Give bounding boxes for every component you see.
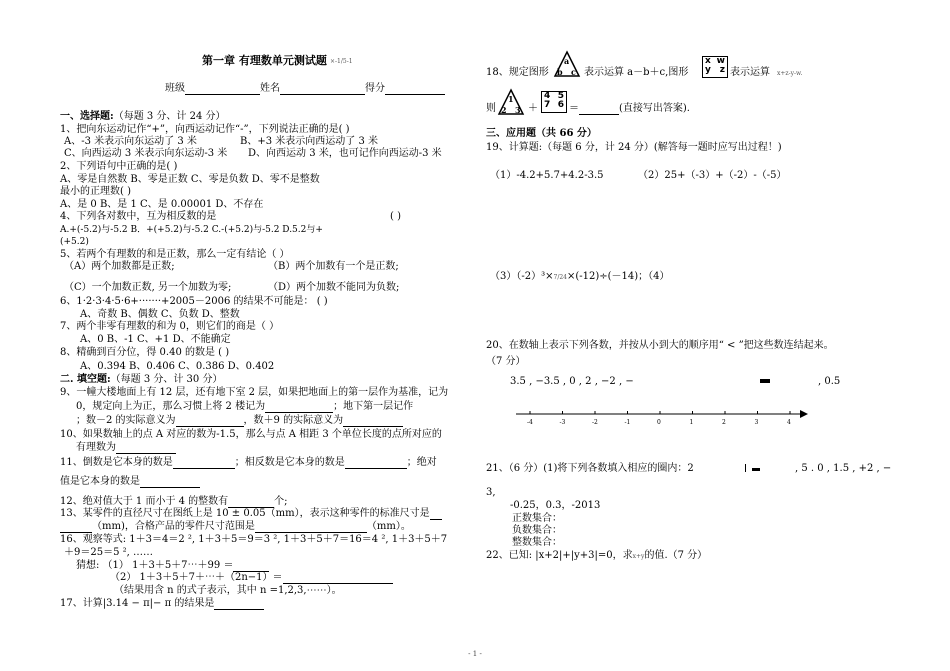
q19-fraction: 7/24 xyxy=(553,274,567,281)
question-18: 18、规定图形 xyxy=(486,67,549,78)
question-21: 21、（6 分）(1)将下列各数填入相应的圈内：2 xyxy=(486,463,694,474)
question-8: 8、精确到百分位，得 0.40 的数是 ( ) xyxy=(60,347,230,358)
q5-option-d[interactable]: （D）两个加数不能同为负数; xyxy=(268,282,400,293)
question-12: 12、绝对值大于 1 而小于 4 的整数有 个; xyxy=(60,496,288,507)
q16-blank-1[interactable] xyxy=(233,561,269,572)
q9-line3: ；数－2 的实际意义为 ，数＋9 的实际意义为 xyxy=(76,415,403,427)
q1-option-b[interactable]: B、+3 米表示向西运动了 3 米 xyxy=(240,136,378,147)
q13-line2: （mm)，合格产品的零件尺寸范围是 （mm）。 xyxy=(60,521,411,533)
svg-text:1: 1 xyxy=(508,94,514,104)
axis-tick-label: 2 xyxy=(722,419,726,426)
axis-tick-label: -2 xyxy=(592,419,598,426)
q18-plus: ＋ xyxy=(528,103,538,114)
number-line xyxy=(512,404,812,428)
class-blank[interactable] xyxy=(185,84,260,95)
q11-blank-1[interactable] xyxy=(173,458,235,469)
question-3: 最小的正理数( ) xyxy=(60,186,131,197)
question-2: 2、下列语句中正确的是( ) xyxy=(60,161,178,172)
q20-numbers: 3.5 , −3.5 , 0 , 2 , −2 , − xyxy=(510,376,634,387)
q9-blank-1[interactable] xyxy=(265,402,333,413)
class-label: 班级 xyxy=(165,83,185,94)
question-17: 17、计算|3.14 − π|− π 的结果是 xyxy=(60,598,264,610)
section2-heading: 二. 填空题:（每题 3 分、计 30 分） xyxy=(60,374,223,385)
title-formula-note: ×-1/5-1 xyxy=(330,58,353,65)
q1-option-c[interactable]: C、向西运动 3 米表示向东运动-3 米 xyxy=(64,148,228,159)
q9-blank-2[interactable] xyxy=(176,416,244,427)
q20-fraction-mark xyxy=(760,379,770,383)
q16-guess-2: （2） 1＋3＋5＋7＋⋯＋（2n−1）＝ xyxy=(110,572,393,584)
q10-line2: 有理数为 xyxy=(76,442,176,454)
q13-blank-3[interactable] xyxy=(255,522,367,533)
question-5: 5、若两个有理数的和是正数，那么一定有结论（ ） xyxy=(60,249,290,260)
question-1: 1、把向东运动记作“+”，向西运动记作“-”，下列说法正确的是( ) xyxy=(60,124,350,135)
q5-option-c[interactable]: （C）一个加数正数, 另一个加数为零; xyxy=(64,282,232,293)
question-10: 10、如果数轴上的点 A 对应的数为-1.5，那么与点 A 相距 3 个单位长度的点所对应的 xyxy=(60,429,442,440)
q19-part-2: （2）25+（-3）+（-2）-（-5） xyxy=(638,170,787,181)
q5-option-a[interactable]: （A）两个加数都是正数; xyxy=(64,261,175,272)
question-20: 20、在数轴上表示下列各数，并按从小到大的顺序用“ < ”把这些数连结起来。 xyxy=(486,340,834,351)
q9-line2: 0，规定向上为正，那么习惯上将 2 楼记为 ；地下第一层记作 xyxy=(76,401,414,412)
integer-set[interactable]: 整数集合： xyxy=(512,537,562,548)
question-6: 6、1·2·3·4·5·6+·······+2005－2006 的结果不可能是： ( ) xyxy=(60,296,328,307)
q16-blank-2[interactable] xyxy=(283,573,393,584)
q17-blank[interactable] xyxy=(214,599,264,610)
svg-text:2: 2 xyxy=(501,105,507,115)
q19-part-1: （1）-4.2+5.7+4.2-3.5 xyxy=(490,170,604,181)
name-label: 姓名 xyxy=(260,83,280,94)
question-7: 7、两个非零有理数的和为 0，则它们的商是（ ） xyxy=(60,321,280,332)
q18-operation-small: x+z-y-w. xyxy=(777,70,803,77)
score-label: 得分 xyxy=(365,83,385,94)
axis-tick-label: -1 xyxy=(624,419,631,426)
q11-blank-3[interactable] xyxy=(140,477,200,488)
question-16: 16、观察等式: 1＋3＝4＝2 ², 1＋3＋5＝9＝3 ², 1＋3＋5＋7＝16＝4 ², 1＋3＋5＋7 xyxy=(60,534,448,545)
question-11: 11、倒数是它本身的数是 ；相反数是它本身的数是 ；绝对 xyxy=(60,457,437,468)
q2-options[interactable]: A、零是自然数 B、零是正数 C、零是负数 D、零不是整数 xyxy=(60,174,320,185)
axis-tick-label: 3 xyxy=(754,419,759,426)
q9-blank-3[interactable] xyxy=(343,416,403,427)
axis-tick-label: 1 xyxy=(689,419,694,426)
page-number: - 1 - xyxy=(468,650,482,658)
q16-line2: ＋9＝25＝5 ², …… xyxy=(64,547,153,558)
question-13: 13、某零件的直径尺寸在图纸上是 10 ± 0.05（mm），表示这种零件的标准尺寸是 xyxy=(60,508,442,520)
q8-options[interactable]: A、0.394 B、0.406 C、0.386 D、0.402 xyxy=(80,361,275,372)
axis-tick-label: -4 xyxy=(527,419,533,426)
name-blank[interactable] xyxy=(280,84,365,95)
q10-blank[interactable] xyxy=(116,443,176,454)
score-blank[interactable] xyxy=(385,84,445,95)
q5-option-b[interactable]: （B）两个加数有一个是正数; xyxy=(268,261,399,272)
q16-guess-1: 猜想: （1） 1＋3＋5＋7⋯＋99 ＝ xyxy=(76,560,269,572)
q18-text-2: 表示运算 a－b＋c,图形 xyxy=(584,67,689,78)
axis-tick-label: -3 xyxy=(559,419,566,426)
q18-text-3: 表示运算 xyxy=(730,67,770,78)
number-line-arrow-icon xyxy=(800,410,808,418)
q12-blank[interactable] xyxy=(228,497,274,508)
q16-note: （结果用含 n 的式子表示，其中 n =1,2,3,⋯⋯）。 xyxy=(114,585,342,596)
triangle-figure-123 xyxy=(497,88,525,116)
q4-options[interactable]: A.+(-5.2)与-5.2 B．+(+5.2)与-5.2 C.-(+5.2)与-5.2 D.5.2与+ xyxy=(60,225,323,235)
question-19: 19、计算题:（每题 6 分，计 24 分）(解答每一题时应写出过程！) xyxy=(486,142,782,153)
q1-option-d[interactable]: D、向西运动 3 米，也可记作向西运动-3 米 xyxy=(248,148,442,159)
tri1-br: c xyxy=(571,67,576,77)
q21-line2: 3, xyxy=(486,487,496,498)
q18-answer: ＝ (直接写出答案). xyxy=(569,103,690,114)
axis-tick-label: 4 xyxy=(787,419,791,426)
question-9: 9、一幢大楼地面上有 12 层，还有地下室 2 层，如果把地面上的第一层作为基准，记为 xyxy=(60,387,449,398)
axis-tick-label: 0 xyxy=(657,419,661,426)
q21-line3: -0.25，0.3，-2013 xyxy=(510,500,601,511)
q3-options[interactable]: A、是 0 B、是 1 C、是 0.00001 D、不存在 xyxy=(60,199,264,210)
q20-points: （7 分） xyxy=(486,356,526,367)
negative-set[interactable]: 负数集合： xyxy=(512,525,562,536)
class-field xyxy=(165,83,445,95)
q19-part-3: （3）（-2）³×7/24×(-12)÷(－14)；（4） xyxy=(490,271,670,282)
q18-blank[interactable] xyxy=(579,104,619,115)
section3-heading: 三、应用题（共 66 分） xyxy=(486,128,597,139)
question-4: 4、下列各对数中，互为相反数的是 xyxy=(60,211,217,222)
q21-fraction-mark xyxy=(745,464,751,472)
q21-numbers: , 5 . 0 , 1.5 , +2 , − xyxy=(795,463,892,474)
q13-blank-2[interactable] xyxy=(60,522,92,533)
triangle-figure-abc xyxy=(553,50,581,78)
tri1-top: a xyxy=(564,56,570,66)
tri1-bl: b xyxy=(557,67,563,77)
question-22: 22、已知: |x+2|+|y+3|=0，求x+y的值.（7 分） xyxy=(486,550,708,561)
section1-heading: 一、选择题:（每题 3 分、计 24 分） xyxy=(60,111,226,122)
q20-number-last: , 0.5 xyxy=(818,376,841,387)
q4-options-cont: (+5.2) xyxy=(60,237,89,247)
q6-options[interactable]: A、奇数 B、偶数 C、负数 D、整数 xyxy=(80,309,240,320)
q18-then: 则 xyxy=(486,103,496,114)
svg-text:3: 3 xyxy=(515,105,521,115)
q7-options[interactable]: A、0 B、-1 C、+1 D、不能确定 xyxy=(80,334,231,345)
q21-fraction-bar xyxy=(752,468,760,471)
q11-blank-2[interactable] xyxy=(345,458,407,469)
page-title: 第一章 有理数单元测试题 xyxy=(202,54,327,67)
q4-answer-paren[interactable]: ( ) xyxy=(390,211,401,222)
box-figure-xwyz: x w y z xyxy=(702,56,728,78)
q13-blank-1[interactable] xyxy=(430,509,442,520)
q11-line2: 值是它本身的数是 xyxy=(60,476,200,488)
box-figure-4576: 4 5 7 6 xyxy=(541,91,567,113)
positive-set[interactable]: 正数集合： xyxy=(512,513,562,524)
q1-option-a[interactable]: A、-3 米表示向东运动了 3 米 xyxy=(64,136,197,147)
